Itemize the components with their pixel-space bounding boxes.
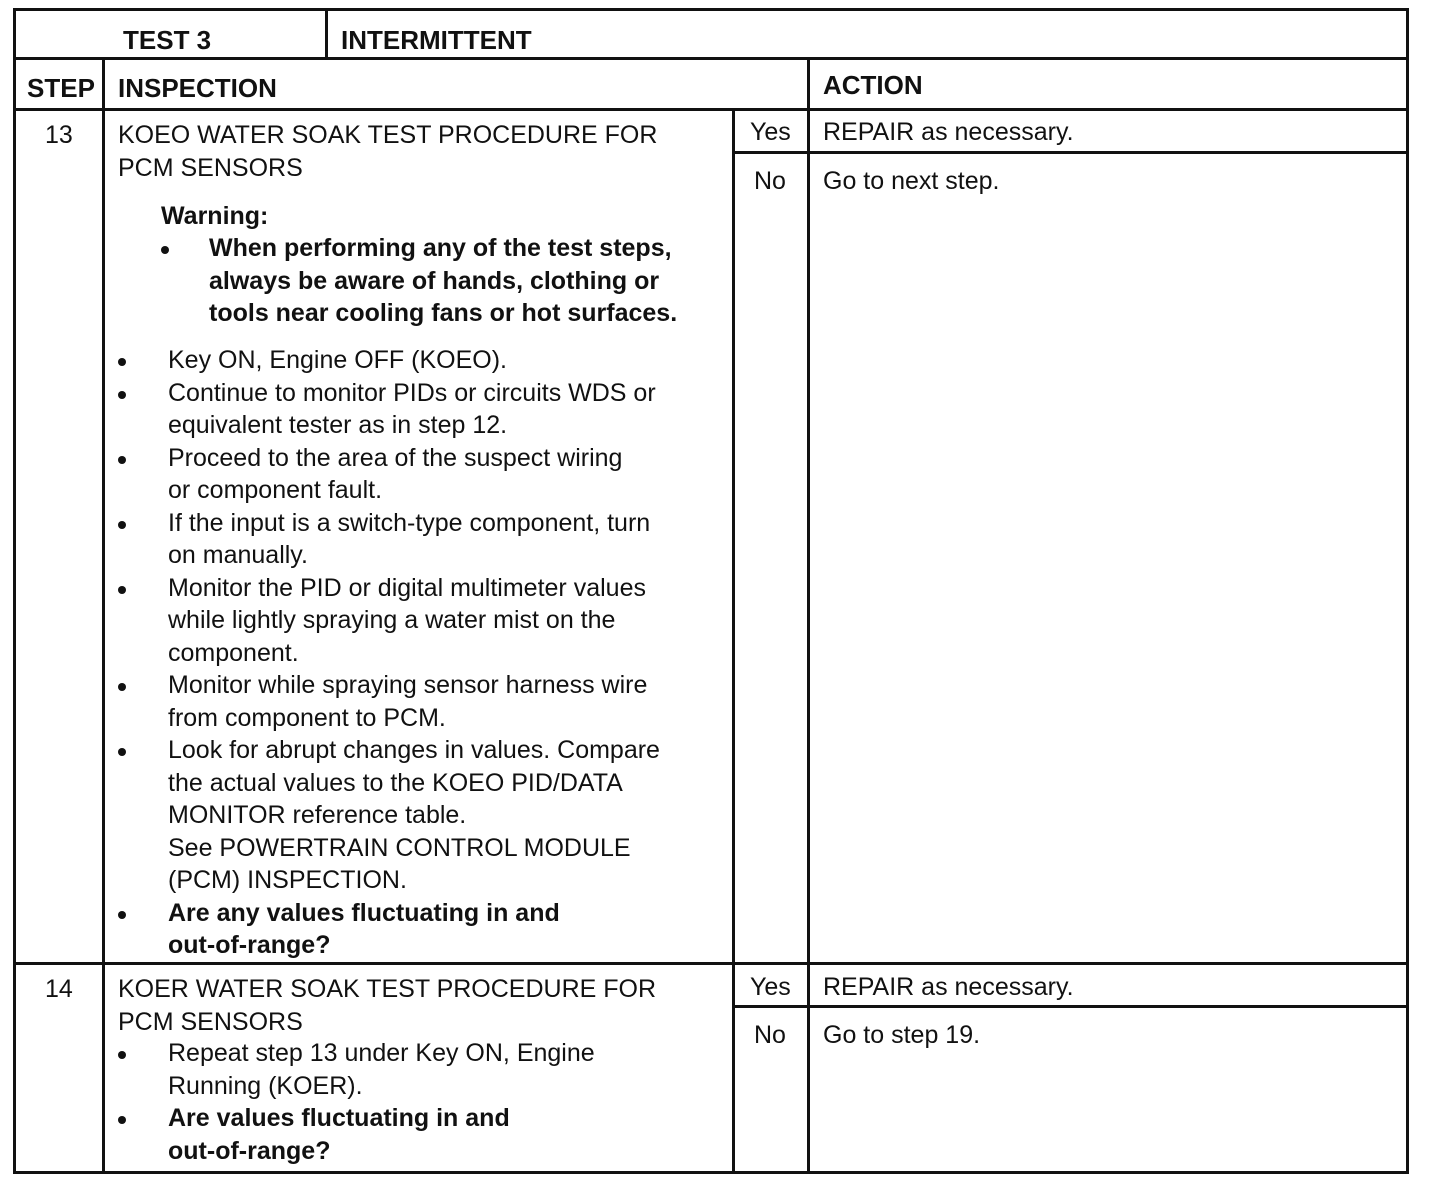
step-13-action-no: Go to next step. (823, 167, 1000, 195)
bullet-dot-icon (118, 456, 126, 464)
rule-answer-column (732, 108, 735, 1174)
step-14-answer-no: No (754, 1021, 786, 1049)
procedure-item: If the input is a switch-type component, turn on manually. (118, 507, 660, 572)
procedure-item: Continue to monitor PIDs or circuits WDS or equivalent tester as in step 12. (118, 377, 660, 442)
step-13-number: 13 (45, 121, 73, 149)
table-border-left (13, 8, 16, 1174)
step-13-procedure-list (118, 344, 660, 962)
diagnostic-test-table (13, 8, 1409, 1174)
rule-step14-yes-no (732, 1005, 1409, 1008)
bullet-dot-icon (118, 586, 126, 594)
procedure-item: Proceed to the area of the suspect wiring or component fault. (118, 442, 660, 507)
test-number-label: TEST 3 (123, 25, 212, 55)
bullet-dot-icon (118, 1051, 126, 1059)
rule-below-title (13, 57, 1409, 60)
warning-item: When performing any of the test steps, always be aware of hands, clothing or tools near cooling fans or hot surfaces. (161, 232, 677, 330)
step-13-action-yes: REPAIR as necessary. (823, 118, 1074, 146)
step-13-answer-no: No (754, 167, 786, 195)
procedure-item: Monitor while spraying sensor harness wire from component to PCM. (118, 669, 660, 734)
step-14-procedure-list (118, 1037, 595, 1167)
bullet-dot-icon (118, 521, 126, 529)
column-header-inspection: INSPECTION (118, 73, 277, 103)
test-name-label: INTERMITTENT (341, 25, 532, 55)
rule-between-steps (13, 962, 1409, 965)
bullet-dot-icon (118, 911, 126, 919)
step-14-title: KOER WATER SOAK TEST PROCEDURE FOR PCM SENSORS (118, 975, 657, 1036)
bullet-dot-icon (118, 683, 126, 691)
procedure-question: Are values fluctuating in and out-of-range? (118, 1102, 595, 1167)
rule-action-column (807, 57, 810, 1174)
table-border-bottom (13, 1171, 1409, 1174)
bullet-dot-icon (118, 748, 126, 756)
step-13-warning-label: Warning: (161, 202, 269, 230)
rule-title-divider (325, 8, 328, 58)
rule-step13-yes-no (732, 151, 1409, 154)
step-13-answer-yes: Yes (750, 118, 791, 146)
procedure-item: Monitor the PID or digital multimeter values while lightly spraying a water mist on the component. (118, 572, 660, 670)
table-border-top (13, 8, 1409, 11)
procedure-item: Key ON, Engine OFF (KOEO). (118, 344, 660, 377)
step-14-action-no: Go to step 19. (823, 1021, 981, 1049)
column-header-step: STEP (27, 73, 95, 103)
rule-below-column-headers (13, 108, 1409, 111)
rule-step-column (102, 57, 105, 1174)
bullet-dot-icon (118, 391, 126, 399)
step-14-action-yes: REPAIR as necessary. (823, 973, 1074, 1001)
step-13-warning-list (161, 232, 677, 330)
procedure-question: Are any values fluctuating in and out-of-range? (118, 897, 660, 962)
column-header-action: ACTION (823, 70, 923, 100)
procedure-item: Repeat step 13 under Key ON, Engine Running (KOER). (118, 1037, 595, 1102)
step-14-answer-yes: Yes (750, 973, 791, 1001)
table-border-right (1406, 8, 1409, 1174)
bullet-dot-icon (161, 246, 169, 254)
procedure-item: Look for abrupt changes in values. Compare the actual values to the KOEO PID/DATA MONITOR reference table. See POWERTRAIN CONTROL MODULE (PCM) INSPECTION. (118, 734, 660, 897)
step-14-number: 14 (45, 975, 73, 1003)
step-13-title: KOEO WATER SOAK TEST PROCEDURE FOR PCM SENSORS (118, 121, 658, 182)
bullet-dot-icon (118, 358, 126, 366)
bullet-dot-icon (118, 1116, 126, 1124)
